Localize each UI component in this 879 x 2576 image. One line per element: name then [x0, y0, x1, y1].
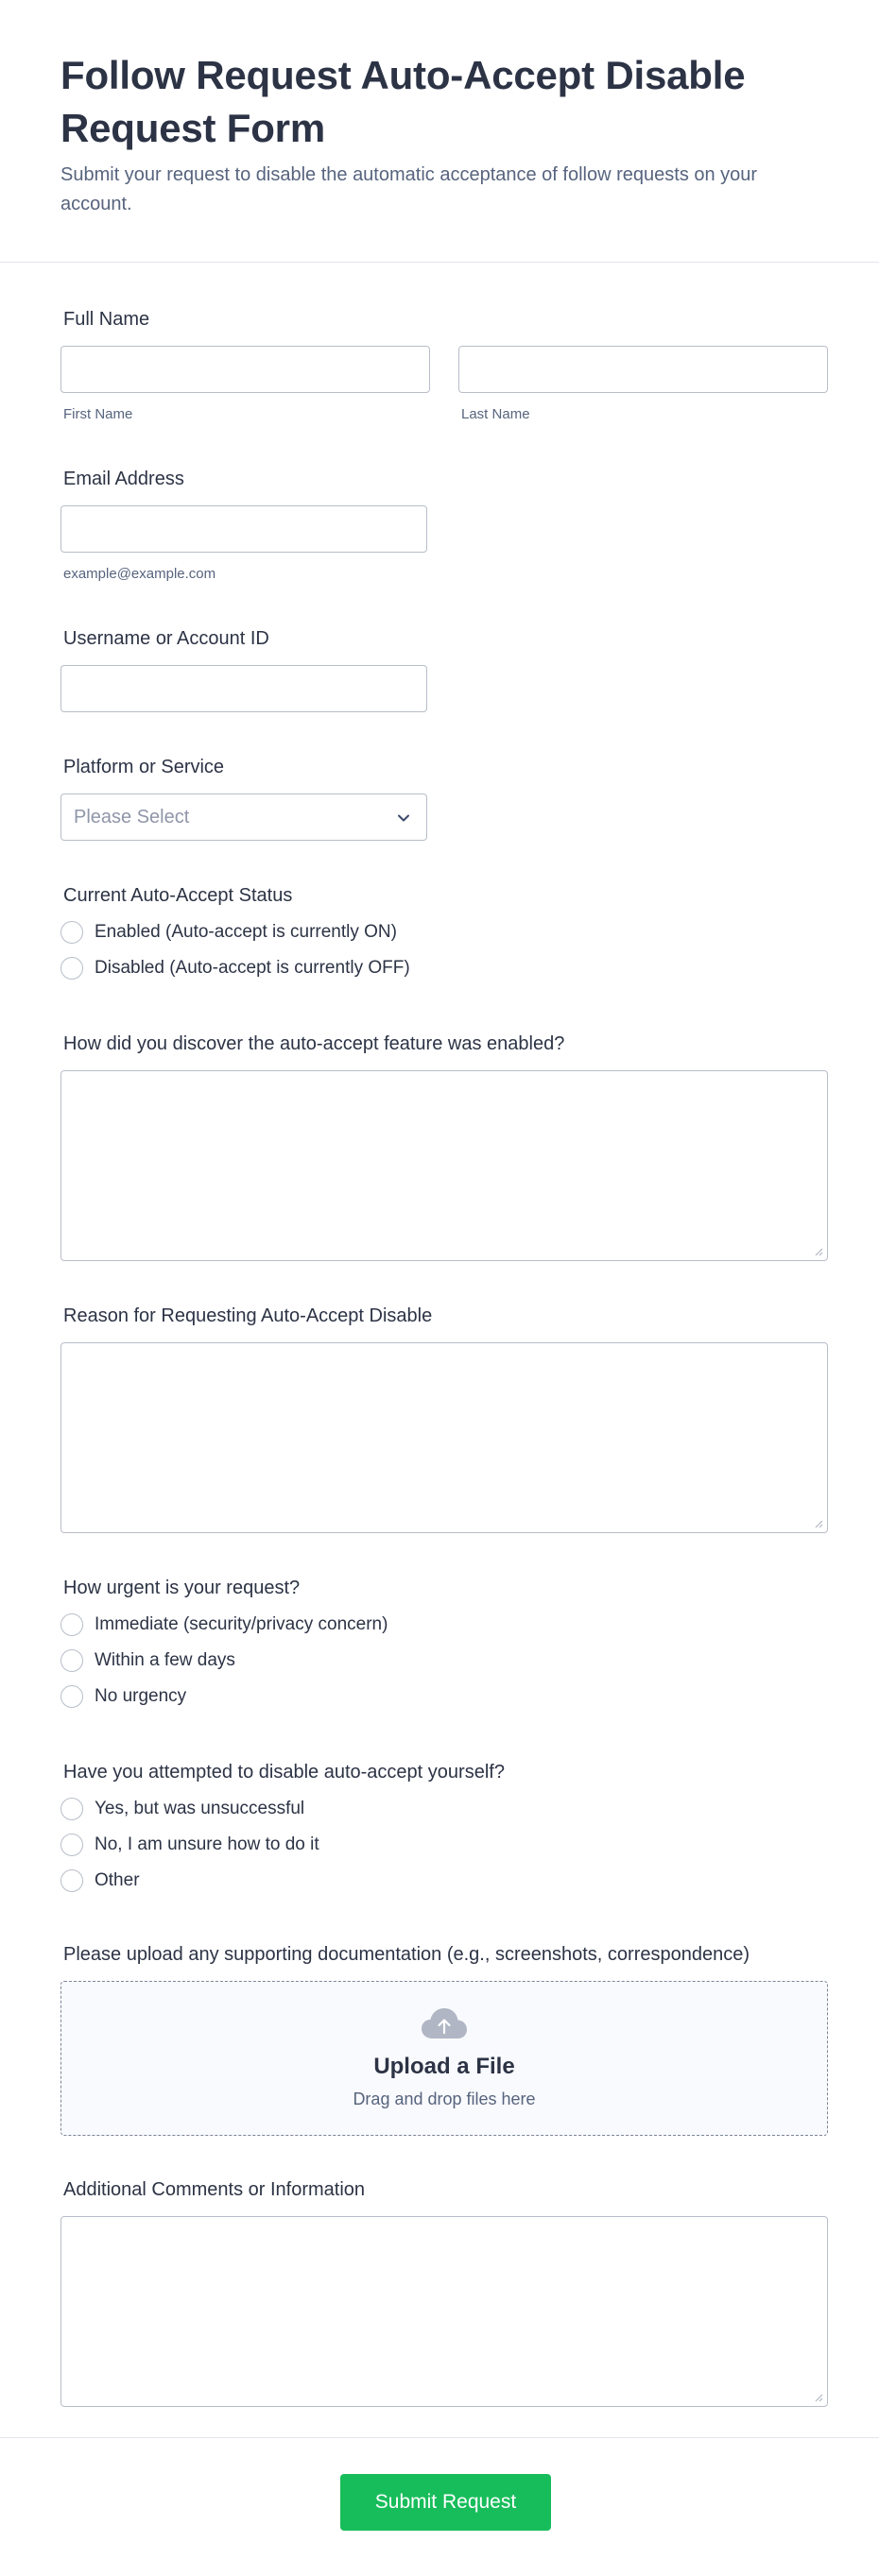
radio-button[interactable]	[60, 1649, 83, 1672]
platform-label: Platform or Service	[63, 757, 225, 777]
submit-button[interactable]: Submit Request	[340, 2474, 551, 2531]
comments-label: Additional Comments or Information	[63, 2179, 366, 2200]
discover-textarea[interactable]	[60, 1070, 828, 1261]
reason-label: Reason for Requesting Auto-Accept Disable	[63, 1305, 433, 1326]
radio-button[interactable]	[60, 1869, 83, 1892]
full-name-field	[60, 306, 828, 423]
status-field	[60, 882, 828, 986]
last-name-input[interactable]	[458, 346, 828, 393]
resize-grip-icon[interactable]	[814, 1519, 823, 1528]
reason-field	[60, 1303, 828, 1533]
comments-field	[60, 2176, 828, 2407]
username-input[interactable]	[60, 665, 427, 712]
discover-label: How did you discover the auto-accept feature was enabled?	[63, 1033, 565, 1054]
page-subtitle: Submit your request to disable the automatic acceptance of follow requests on your account.	[60, 164, 758, 214]
radio-label: No urgency	[95, 1686, 187, 1706]
chevron-down-icon	[394, 809, 413, 827]
attempted-label: Have you attempted to disable auto-accept yourself?	[63, 1762, 505, 1783]
urgency-option-none[interactable]	[60, 1679, 828, 1714]
email-sublabel: example@example.com	[63, 566, 216, 582]
radio-label: Other	[95, 1870, 140, 1890]
attempted-option-yes[interactable]	[60, 1791, 828, 1827]
status-label: Current Auto-Accept Status	[63, 885, 293, 906]
radio-label: Disabled (Auto-accept is currently OFF)	[95, 958, 410, 978]
radio-button[interactable]	[60, 1798, 83, 1820]
platform-select-value: Please Select	[74, 806, 190, 827]
platform-select[interactable]	[60, 793, 427, 841]
urgency-option-immediate[interactable]	[60, 1607, 828, 1643]
urgency-label: How urgent is your request?	[63, 1578, 301, 1598]
radio-button[interactable]	[60, 921, 83, 944]
email-input[interactable]	[60, 505, 427, 553]
urgency-option-few-days[interactable]	[60, 1643, 828, 1679]
radio-button[interactable]	[60, 1613, 83, 1636]
page-title: Follow Request Auto-Accept Disable Request Form	[60, 53, 746, 150]
username-field	[60, 625, 828, 712]
radio-label: Yes, but was unsuccessful	[95, 1799, 305, 1818]
upload-field	[60, 1941, 828, 2136]
status-option-disabled[interactable]	[60, 950, 828, 986]
reason-textarea[interactable]	[60, 1342, 828, 1533]
cloud-upload-icon	[421, 2006, 468, 2040]
attempted-option-other[interactable]	[60, 1863, 828, 1899]
radio-button[interactable]	[60, 1685, 83, 1708]
username-label: Username or Account ID	[63, 628, 269, 649]
first-name-sublabel: First Name	[63, 406, 133, 422]
radio-button[interactable]	[60, 1834, 83, 1856]
form-header	[0, 0, 879, 263]
radio-label: Immediate (security/privacy concern)	[95, 1614, 388, 1634]
upload-dropzone[interactable]	[60, 1981, 828, 2136]
attempted-field	[60, 1759, 828, 1899]
form-footer	[0, 2437, 879, 2576]
radio-button[interactable]	[60, 957, 83, 980]
attempted-option-no[interactable]	[60, 1827, 828, 1863]
upload-subtitle: Drag and drop files here	[353, 2090, 536, 2108]
first-name-input[interactable]	[60, 346, 430, 393]
resize-grip-icon[interactable]	[814, 2393, 823, 2402]
status-option-enabled[interactable]	[60, 914, 828, 950]
upload-label: Please upload any supporting documentation (e.g., screenshots, correspondence)	[63, 1944, 750, 1965]
last-name-sublabel: Last Name	[461, 406, 530, 422]
radio-label: No, I am unsure how to do it	[95, 1834, 319, 1854]
urgency-field	[60, 1575, 828, 1714]
upload-title: Upload a File	[373, 2054, 515, 2079]
resize-grip-icon[interactable]	[814, 1247, 823, 1256]
discover-field	[60, 1031, 828, 1261]
comments-textarea[interactable]	[60, 2216, 828, 2407]
radio-label: Within a few days	[95, 1650, 235, 1670]
platform-field	[60, 754, 828, 841]
email-label: Email Address	[63, 469, 184, 489]
full-name-label: Full Name	[63, 309, 150, 330]
email-field	[60, 466, 828, 583]
radio-label: Enabled (Auto-accept is currently ON)	[95, 922, 397, 942]
